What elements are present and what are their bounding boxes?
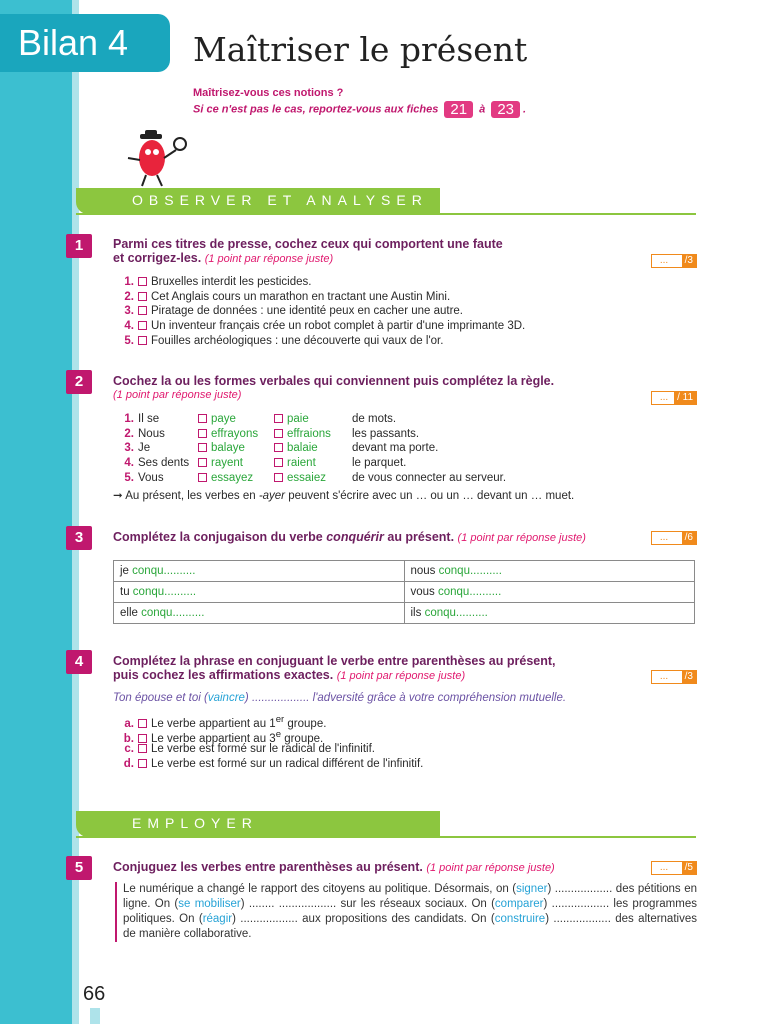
- item-text: Un inventeur français crée un robot complet à partir d'une imprimante 3D.: [151, 320, 526, 332]
- para-verb: signer: [516, 883, 548, 895]
- score-box-3[interactable]: [651, 531, 697, 545]
- reminder-sep: à: [479, 103, 486, 116]
- section-header-employer: [76, 811, 440, 837]
- verb-stem: conqu: [132, 586, 165, 598]
- verb-stem: conqu: [424, 607, 456, 619]
- item-number: 4.: [124, 320, 134, 332]
- score-blank: ...: [659, 862, 669, 873]
- para-verb: construire: [494, 913, 546, 925]
- item-number: 2.: [124, 291, 134, 303]
- item-text: Bruxelles interdit les pesticides.: [151, 276, 312, 288]
- question-line: [113, 668, 648, 683]
- list-item: [118, 334, 443, 348]
- ex2-row: [118, 427, 165, 441]
- exercise-5-question: [113, 860, 648, 875]
- points-note: (1 point par réponse juste): [336, 670, 466, 682]
- question-verb: conquérir: [326, 530, 384, 544]
- item-letter: c.: [124, 743, 134, 755]
- fiche-badge-from[interactable]: 21: [444, 101, 473, 118]
- exercise-number-5: 5: [66, 856, 92, 880]
- ending: devant ma porte.: [352, 442, 439, 454]
- score-total: /3: [682, 670, 696, 684]
- checkbox[interactable]: [138, 292, 147, 301]
- checkbox[interactable]: [274, 458, 283, 467]
- checkbox[interactable]: [274, 443, 283, 452]
- subject: Vous: [138, 472, 164, 484]
- question-line: Complétez la phrase en conjuguant le verbe entre parenthèses au présent,: [113, 654, 556, 668]
- option: [274, 471, 326, 485]
- option: [274, 412, 309, 426]
- item-number: 5.: [124, 335, 134, 347]
- score-blank: ...: [659, 255, 669, 266]
- question-text: au présent.: [383, 530, 455, 544]
- checkbox[interactable]: [138, 277, 147, 286]
- checkbox[interactable]: [198, 443, 207, 452]
- checkbox[interactable]: [198, 429, 207, 438]
- ending: de mots.: [352, 413, 397, 425]
- para-verb: comparer: [494, 898, 544, 910]
- list-item: [118, 319, 525, 333]
- verb-option: essayez: [211, 472, 254, 484]
- reminder-line-1: Maîtrisez-vous ces notions ?: [193, 87, 344, 99]
- question-text: Cochez la ou les formes verbales qui conviennent puis complétez la règle.: [113, 374, 555, 388]
- item-sup: er: [275, 714, 285, 725]
- question-text: Conjuguez les verbes entre parenthèses au présent.: [113, 860, 423, 874]
- score-total: /5: [682, 861, 696, 875]
- verb-option: rayent: [211, 457, 243, 469]
- list-item: [118, 742, 375, 756]
- exercise-number-1: 1: [66, 234, 92, 258]
- verb-option: paye: [211, 413, 236, 425]
- ex2-row: [118, 471, 164, 485]
- exercise-4-question: [113, 654, 648, 683]
- item-text: Le verbe appartient au 3: [151, 732, 276, 745]
- section-header-label: EMPLOYER: [132, 815, 258, 831]
- section-divider: [76, 836, 696, 838]
- exercise-number-4: 4: [66, 650, 92, 674]
- question-text: puis cochez les affirmations exactes.: [113, 668, 334, 682]
- score-box-5[interactable]: [651, 861, 697, 875]
- option: [274, 456, 316, 470]
- verb-option: effrayons: [211, 428, 259, 440]
- blank: ..........: [469, 565, 502, 577]
- item-number: 2.: [124, 428, 134, 440]
- item-text: Fouilles archéologiques : une découverte qui vaux de l'or.: [151, 335, 444, 347]
- para-text: Le numérique a changé le rapport des citoyens au politique. Désormais, on (: [123, 883, 517, 895]
- points-note: (1 point par réponse juste): [204, 253, 334, 265]
- points-note: (1 point par réponse juste): [426, 862, 555, 874]
- pronoun: ils: [410, 607, 425, 619]
- sentence-text: Ton épouse et toi (: [113, 692, 208, 704]
- list-item: [118, 757, 423, 771]
- option: [274, 427, 331, 441]
- section-divider: [76, 213, 696, 215]
- verb-stem: conqu: [438, 565, 470, 577]
- question-text: Complétez la conjugaison du verbe: [113, 530, 327, 544]
- subject: Ses dents: [138, 457, 190, 469]
- item-number: 3.: [124, 442, 134, 454]
- item-number: 4.: [124, 457, 134, 469]
- reminder-text: Si ce n'est pas le cas, reportez-vous aux fiches: [193, 103, 439, 116]
- para-text: ) .................. aux propositions des candidats. On (: [232, 913, 495, 925]
- verb-option: balaye: [211, 442, 245, 454]
- verb-option: effraions: [287, 428, 331, 440]
- option: [198, 427, 258, 441]
- item-letter: a.: [124, 717, 134, 730]
- verb-stem: conqu: [132, 565, 164, 577]
- blank: ..........: [172, 607, 205, 619]
- para-text: ) ........ .................. sur les réseaux sociaux. On (: [240, 898, 495, 910]
- rule-text: peuvent s'écrire avec un … ou un … devant un … muet.: [285, 490, 575, 502]
- score-total: /6: [682, 531, 696, 545]
- table-cell[interactable]: [114, 582, 405, 603]
- item-number: 3.: [124, 305, 134, 317]
- table-cell[interactable]: [114, 603, 405, 624]
- rule-text: ➞ Au présent, les verbes en: [113, 490, 259, 502]
- checkbox[interactable]: [274, 473, 283, 482]
- item-text: Le verbe appartient au 1: [151, 717, 276, 730]
- points-note: (1 point par réponse juste): [457, 532, 586, 544]
- subject: Je: [138, 442, 151, 454]
- table-cell[interactable]: [404, 603, 695, 624]
- score-box-1[interactable]: [651, 254, 697, 268]
- checkbox[interactable]: [138, 306, 147, 315]
- page-title: Maîtriser le présent: [193, 30, 528, 69]
- ex2-row: [118, 412, 159, 426]
- table-row: [114, 603, 695, 624]
- reminder-line-2: [193, 101, 526, 118]
- pronoun: tu: [120, 586, 133, 598]
- para-text: ) .................. des alternatives de manière collaborative.: [123, 913, 697, 940]
- question-line: [113, 251, 648, 266]
- checkbox[interactable]: [138, 321, 147, 330]
- page-number: 66: [83, 983, 106, 1005]
- list-item: [118, 304, 463, 318]
- exercise-number-3: 3: [66, 526, 92, 550]
- checkbox[interactable]: [274, 429, 283, 438]
- checkbox[interactable]: [198, 473, 207, 482]
- conjugation-table: [113, 560, 695, 624]
- para-text: ) .................. des pétitions en ligne. On (: [123, 883, 697, 910]
- verb-stem: conqu: [141, 607, 173, 619]
- checkbox[interactable]: [138, 719, 147, 728]
- verb-option: paie: [287, 413, 309, 425]
- item-letter: b.: [123, 732, 134, 745]
- item-text: groupe.: [281, 732, 324, 745]
- verb-option: balaie: [287, 442, 318, 454]
- checkbox[interactable]: [198, 414, 207, 423]
- item-text: Le verbe est formé sur le radical de l'infinitif.: [151, 743, 375, 755]
- score-box-4[interactable]: [651, 670, 697, 684]
- rule-sentence: [113, 489, 574, 503]
- option: [198, 456, 243, 470]
- exercise-number-2: 2: [66, 370, 92, 394]
- section-header-observer: [76, 188, 440, 214]
- question-line: Parmi ces titres de presse, cochez ceux qui comportent une faute: [113, 237, 503, 251]
- item-text: Le verbe est formé sur un radical différent de l'infinitif.: [151, 758, 424, 770]
- item-number: 5.: [124, 472, 134, 484]
- reminder-note: [193, 86, 526, 118]
- para-verb: se mobiliser: [178, 898, 241, 910]
- verb-stem: conqu: [438, 586, 470, 598]
- exercise-2-question: [113, 374, 648, 402]
- checkbox[interactable]: [198, 458, 207, 467]
- option: [274, 441, 318, 455]
- blank: ..........: [455, 607, 488, 619]
- table-cell[interactable]: [404, 561, 695, 582]
- blank: ..........: [163, 565, 196, 577]
- verb-option: raient: [287, 457, 316, 469]
- exercise-5-paragraph: [115, 882, 697, 942]
- left-color-band: [0, 0, 72, 1024]
- question-text: et corrigez-les.: [113, 251, 202, 265]
- item-letter: d.: [123, 758, 134, 770]
- pronoun: vous: [410, 586, 438, 598]
- reminder-end: .: [523, 103, 527, 116]
- rule-text: -ayer: [258, 490, 286, 502]
- points-note: (1 point par réponse juste): [113, 389, 242, 401]
- score-box-2[interactable]: [651, 391, 697, 405]
- footer-mark: [90, 1008, 100, 1024]
- pronoun: je: [120, 565, 133, 577]
- exercise-3-question: [113, 530, 673, 545]
- table-row: [114, 582, 695, 603]
- table-cell[interactable]: [114, 561, 405, 582]
- para-verb: réagir: [202, 913, 233, 925]
- verb-option: essaiez: [287, 472, 326, 484]
- option: [198, 471, 253, 485]
- checkbox[interactable]: [138, 336, 147, 345]
- section-header-label: OBSERVER ET ANALYSER: [132, 192, 428, 208]
- blank: ..........: [164, 586, 197, 598]
- detective-mascot-icon: [126, 130, 188, 188]
- pronoun: nous: [410, 565, 439, 577]
- pronoun: elle: [120, 607, 142, 619]
- para-text: ) .................. les programmes politiques. On (: [123, 898, 697, 925]
- list-item: [118, 290, 450, 304]
- checkbox[interactable]: [138, 759, 147, 768]
- score-total: / 11: [674, 391, 696, 405]
- option: [198, 412, 236, 426]
- checkbox[interactable]: [138, 744, 147, 753]
- table-row: [114, 561, 695, 582]
- score-blank: ...: [659, 671, 669, 682]
- item-sup: e: [275, 729, 282, 740]
- fiche-badge-to[interactable]: 23: [491, 101, 520, 118]
- ending: le parquet.: [352, 457, 407, 469]
- sentence-text: ) .................. l'adversité grâce à votre compréhension mutuelle.: [244, 692, 567, 704]
- score-blank: ...: [659, 532, 669, 543]
- score-total: /3: [682, 254, 696, 268]
- score-blank: ...: [659, 392, 669, 403]
- ex2-row: [118, 441, 150, 455]
- checkbox[interactable]: [274, 414, 283, 423]
- item-text: groupe.: [284, 717, 327, 730]
- blank: ..........: [469, 586, 502, 598]
- ex2-row: [118, 456, 189, 470]
- fill-sentence: [113, 691, 566, 705]
- subject: Nous: [138, 428, 165, 440]
- exercise-1-question: [113, 237, 648, 266]
- item-text: Piratage de données : une identité peux en cacher une autre.: [151, 305, 464, 317]
- table-cell[interactable]: [404, 582, 695, 603]
- ending: de vous connecter au serveur.: [352, 472, 507, 484]
- item-number: 1.: [124, 276, 134, 288]
- item-number: 1.: [124, 413, 134, 425]
- subject: Il se: [138, 413, 160, 425]
- item-text: Cet Anglais cours un marathon en tractant une Austin Mini.: [151, 291, 451, 303]
- ending: les passants.: [352, 428, 420, 440]
- option: [198, 441, 245, 455]
- list-item: [118, 275, 311, 289]
- chapter-tab: Bilan 4: [0, 14, 170, 72]
- sentence-verb: vaincre: [207, 692, 245, 704]
